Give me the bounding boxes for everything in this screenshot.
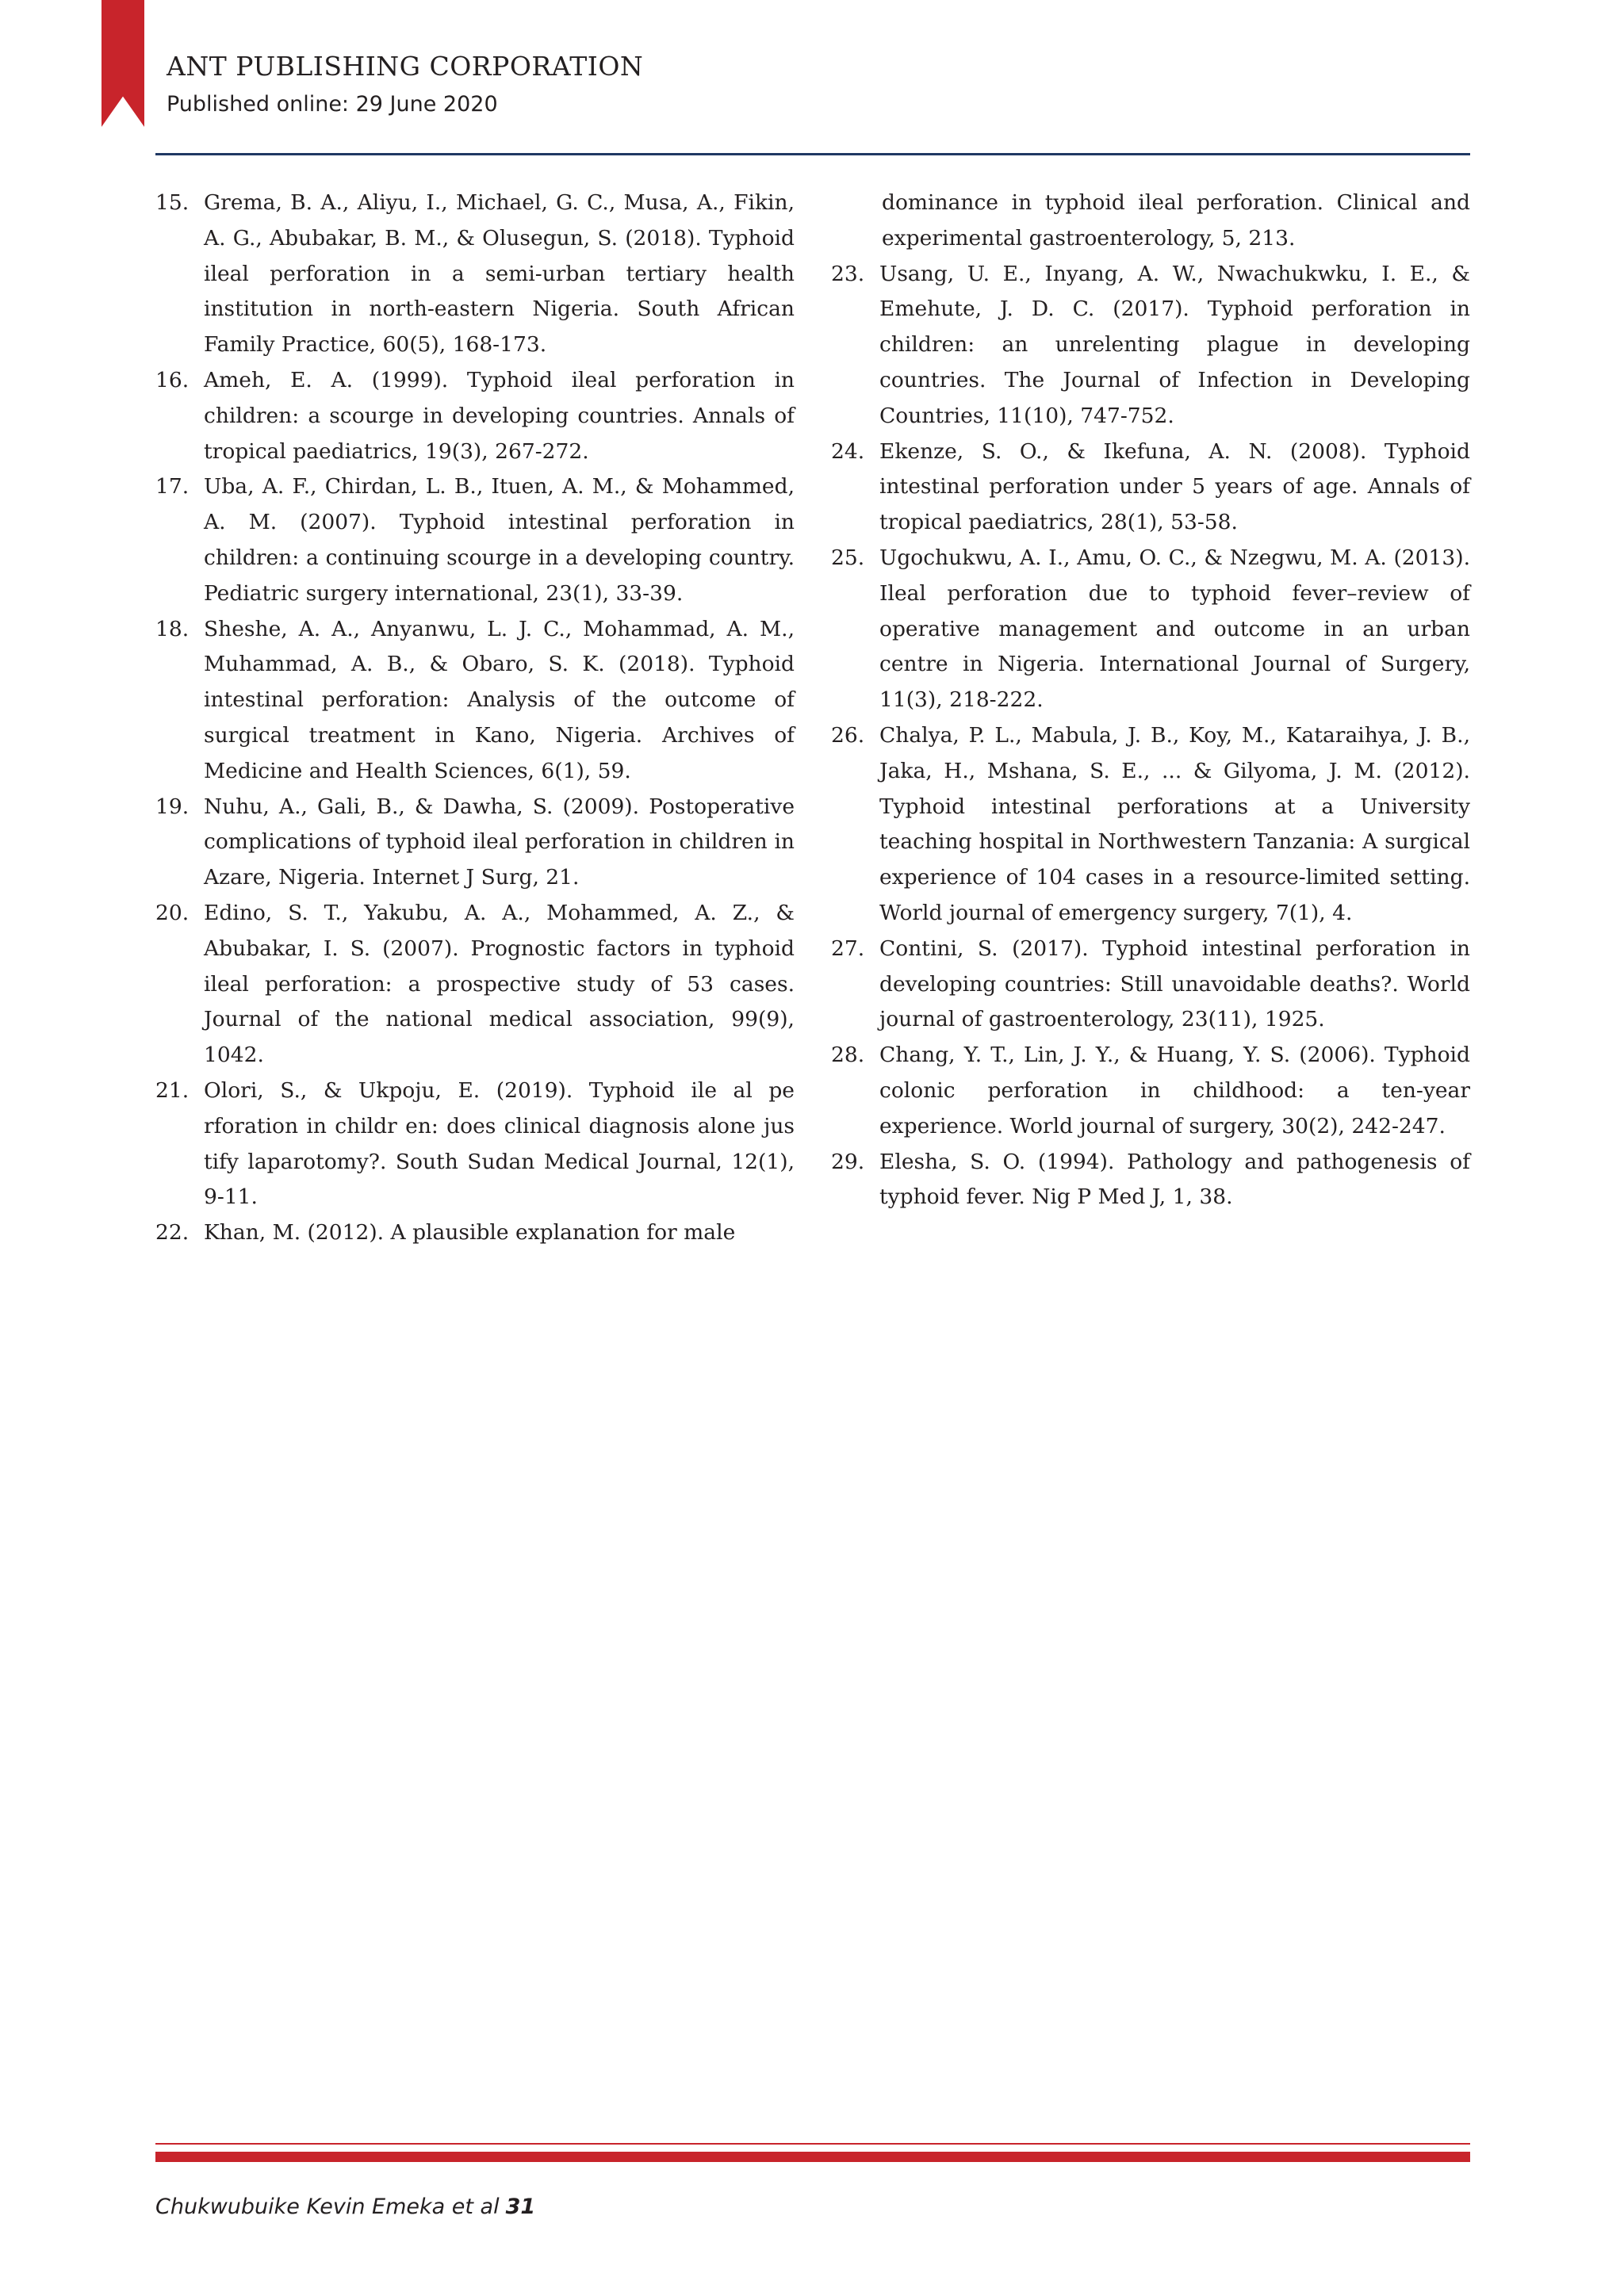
reference-text: Chalya, P. L., Mabula, J. B., Koy, M., Kataraihya, J. B., Jaka, H., Mshana, S. E., ... & Gilyoma, J. M. (2012). Typhoid intestinal perforations at a University teaching hospital in Northwestern Tanzania: A surgical experience of 104 cases in a resource-limited setting. World journal of emergency surgery, 7(1), 4.	[879, 722, 1470, 925]
reference-item-22	[155, 1215, 795, 1251]
reference-number: 18.	[155, 616, 190, 641]
reference-number: 24.	[831, 438, 865, 464]
left-column	[155, 186, 795, 1251]
reference-item-19	[155, 790, 795, 896]
reference-number: 20.	[155, 900, 190, 925]
reference-text: Sheshe, A. A., Anyanwu, L. J. C., Mohammad, A. M., Muhammad, A. B., & Obaro, S. K. (2018). Typhoid intestinal perforation: Analysis of the outcome of surgical treatment in Kano, Nigeria. Archives of Medicine and Health Sciences, 6(1), 59.	[204, 616, 795, 783]
reference-continuation	[831, 186, 1470, 257]
page-footer	[155, 2195, 535, 2219]
reference-text: Elesha, S. O. (1994). Pathology and pathogenesis of typhoid fever. Nig P Med J, 1, 38.	[879, 1149, 1470, 1210]
reference-item-24	[831, 434, 1470, 541]
reference-number: 19.	[155, 794, 190, 819]
page-number: 31	[505, 2195, 536, 2219]
reference-number: 17.	[155, 474, 190, 499]
header-divider	[155, 153, 1470, 155]
reference-text: Nuhu, A., Gali, B., & Dawha, S. (2009). Postoperative complications of typhoid ileal perforation in children in Azare, Nigeria. Internet J Surg, 21.	[204, 794, 795, 890]
reference-number: 16.	[155, 367, 190, 392]
right-column	[831, 186, 1470, 1215]
reference-text: Olori, S., & Ukpoju, E. (2019). Typhoid ile al pe rforation in childr en: does clinical diagnosis alone jus tify laparotomy?. South Sudan Medical Journal, 12(1), 9-11.	[204, 1077, 795, 1210]
reference-text: Ekenze, S. O., & Ikefuna, A. N. (2008). Typhoid intestinal perforation under 5 years of age. Annals of tropical paediatrics, 28(1), 53-58.	[879, 438, 1470, 535]
bookmark-ribbon	[102, 0, 144, 127]
reference-item-16	[155, 363, 795, 469]
reference-number: 26.	[831, 722, 865, 748]
reference-text: Contini, S. (2017). Typhoid intestinal perforation in developing countries: Still unavoidable deaths?. World journal of gastroenterology, 23(11), 1925.	[879, 936, 1470, 1032]
reference-text: Uba, A. F., Chirdan, L. B., Ituen, A. M., & Mohammed, A. M. (2007). Typhoid intestinal perforation in children: a continuing scourge in a developing country. Pediatric surgery international, 23(1), 33-39.	[204, 474, 795, 606]
published-date: Published online: 29 June 2020	[167, 92, 498, 117]
footer-author: Chukwubuike Kevin Emeka et al	[155, 2195, 500, 2219]
publisher-name: ANT PUBLISHING CORPORATION	[167, 51, 644, 82]
reference-item-17	[155, 469, 795, 611]
reference-number: 15.	[155, 190, 190, 215]
reference-item-15	[155, 186, 795, 363]
reference-number: 25.	[831, 545, 865, 570]
reference-item-23	[831, 257, 1470, 434]
reference-item-20	[155, 896, 795, 1073]
reference-text: dominance in typhoid ileal perforation. Clinical and experimental gastroenterology, 5, 213.	[882, 190, 1470, 251]
reference-item-27	[831, 932, 1470, 1038]
reference-item-18	[155, 612, 795, 790]
reference-text: Chang, Y. T., Lin, J. Y., & Huang, Y. S. (2006). Typhoid colonic perforation in childhood: a ten-year experience. World journal of surgery, 30(2), 242-247.	[879, 1043, 1470, 1138]
reference-item-21	[155, 1073, 795, 1215]
reference-text: Ameh, E. A. (1999). Typhoid ileal perforation in children: a scourge in developing countries. Annals of tropical paediatrics, 19(3), 267-272.	[204, 367, 795, 464]
reference-text: Edino, S. T., Yakubu, A. A., Mohammed, A. Z., & Abubakar, I. S. (2007). Prognostic factors in typhoid ileal perforation: a prospective study of 53 cases. Journal of the national medical association, 99(9), 1042.	[204, 900, 795, 1068]
reference-text: Ugochukwu, A. I., Amu, O. C., & Nzegwu, M. A. (2013). Ileal perforation due to typhoid fever–review of operative management and outcome in an urban centre in Nigeria. International Journal of Surgery, 11(3), 218-222.	[879, 545, 1470, 713]
reference-item-28	[831, 1038, 1470, 1144]
reference-item-29	[831, 1145, 1470, 1216]
reference-number: 28.	[831, 1043, 865, 1068]
reference-list-right	[831, 186, 1470, 1215]
reference-text: Usang, U. E., Inyang, A. W., Nwachukwku, I. E., & Emehute, J. D. C. (2017). Typhoid perforation in children: an unrelenting plague in developing countries. The Journal of Infection in Developing Countries, 11(10), 747-752.	[879, 261, 1470, 428]
reference-number: 22.	[155, 1220, 190, 1246]
reference-number: 23.	[831, 261, 865, 286]
footer-divider-thick	[155, 2152, 1470, 2162]
reference-item-26	[831, 718, 1470, 932]
reference-text: Khan, M. (2012). A plausible explanation for male	[204, 1220, 736, 1246]
reference-number: 21.	[155, 1077, 190, 1103]
footer-divider-thin	[155, 2143, 1470, 2145]
reference-text: Grema, B. A., Aliyu, I., Michael, G. C., Musa, A., Fikin, A. G., Abubakar, B. M., & Olusegun, S. (2018). Typhoid ileal perforation in a semi-urban tertiary health institution in north-eastern Nigeria. South African Family Practice, 60(5), 168-173.	[204, 190, 795, 358]
reference-item-25	[831, 541, 1470, 718]
reference-number: 27.	[831, 936, 865, 961]
reference-list-left	[155, 186, 795, 1251]
reference-number: 29.	[831, 1149, 865, 1174]
